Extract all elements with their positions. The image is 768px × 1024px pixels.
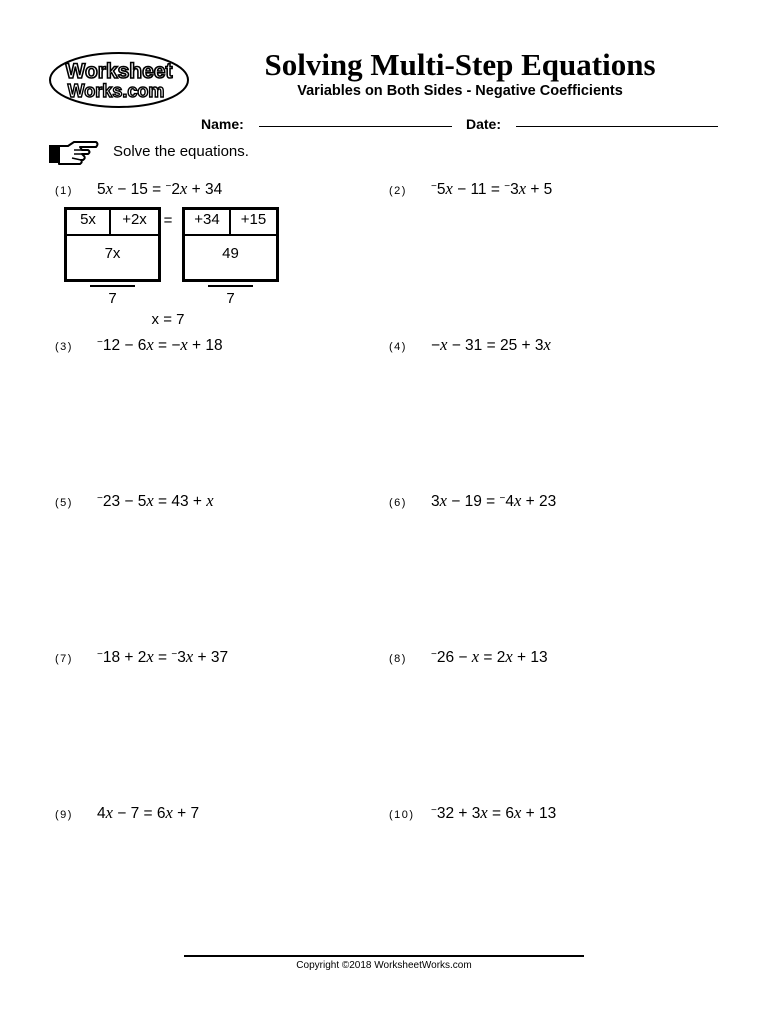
example-right-term-2: +15 [231,210,276,236]
problem-4-number: (4) [389,341,407,353]
problem-3-equation: −12 − 6x = −x + 18 [97,335,223,354]
worksheetworks-logo [48,51,190,109]
example-left-divisor: 7 [108,290,117,307]
date-label: Date: [466,116,502,132]
problem-5-equation: −23 − 5x = 43 + x [97,491,214,510]
problem-1-equation: 5x − 15 = −2x + 34 [97,179,223,198]
pointing-hand-icon [48,139,100,167]
problem-10-equation: −32 + 3x = 6x + 13 [431,803,557,822]
instructions-text: Solve the equations. [113,143,249,160]
name-field[interactable] [259,110,452,127]
name-label: Name: [201,116,244,132]
problem-10-number: (10) [389,809,415,821]
page-title: Solving Multi-Step Equations [264,47,656,82]
logo-line2: Works.com [67,81,165,101]
logo-line1: Worksheet [65,60,173,83]
example-right-sum: 49 [222,245,239,262]
problem-3-number: (3) [55,341,73,353]
example-left-term-1: 5x [67,210,111,236]
problem-9-number: (9) [55,809,73,821]
problem-2-equation: −5x − 11 = −3x + 5 [431,179,553,198]
copyright-text: Copyright ©2018 WorksheetWorks.com [296,960,472,971]
example-left-box [64,207,161,282]
problem-6-equation: 3x − 19 = −4x + 23 [431,491,557,510]
example-right-fraction-bar [208,285,253,287]
problem-8-number: (8) [389,653,407,665]
problem-6-number: (6) [389,497,407,509]
problem-7-equation: −18 + 2x = −3x + 37 [97,647,229,666]
example-left-term-2: +2x [111,210,158,236]
example-right-term-1: +34 [185,210,231,236]
problem-4-equation: −x − 31 = 25 + 3x [431,335,551,354]
problem-1-number: (1) [55,185,73,197]
problem-2-number: (2) [389,185,407,197]
example-equals-sign: = [163,212,173,229]
date-field[interactable] [516,110,718,127]
example-right-box [182,207,279,282]
example-left-sum: 7x [104,245,121,262]
problem-7-number: (7) [55,653,73,665]
example-left-fraction-bar [90,285,135,287]
footer-divider [184,955,584,957]
example-answer: x = 7 [151,311,185,328]
problem-5-number: (5) [55,497,73,509]
example-right-divisor: 7 [226,290,235,307]
page-subtitle: Variables on Both Sides - Negative Coefficients [297,83,623,99]
problem-8-equation: −26 − x = 2x + 13 [431,647,548,666]
problem-9-equation: 4x − 7 = 6x + 7 [97,803,200,822]
